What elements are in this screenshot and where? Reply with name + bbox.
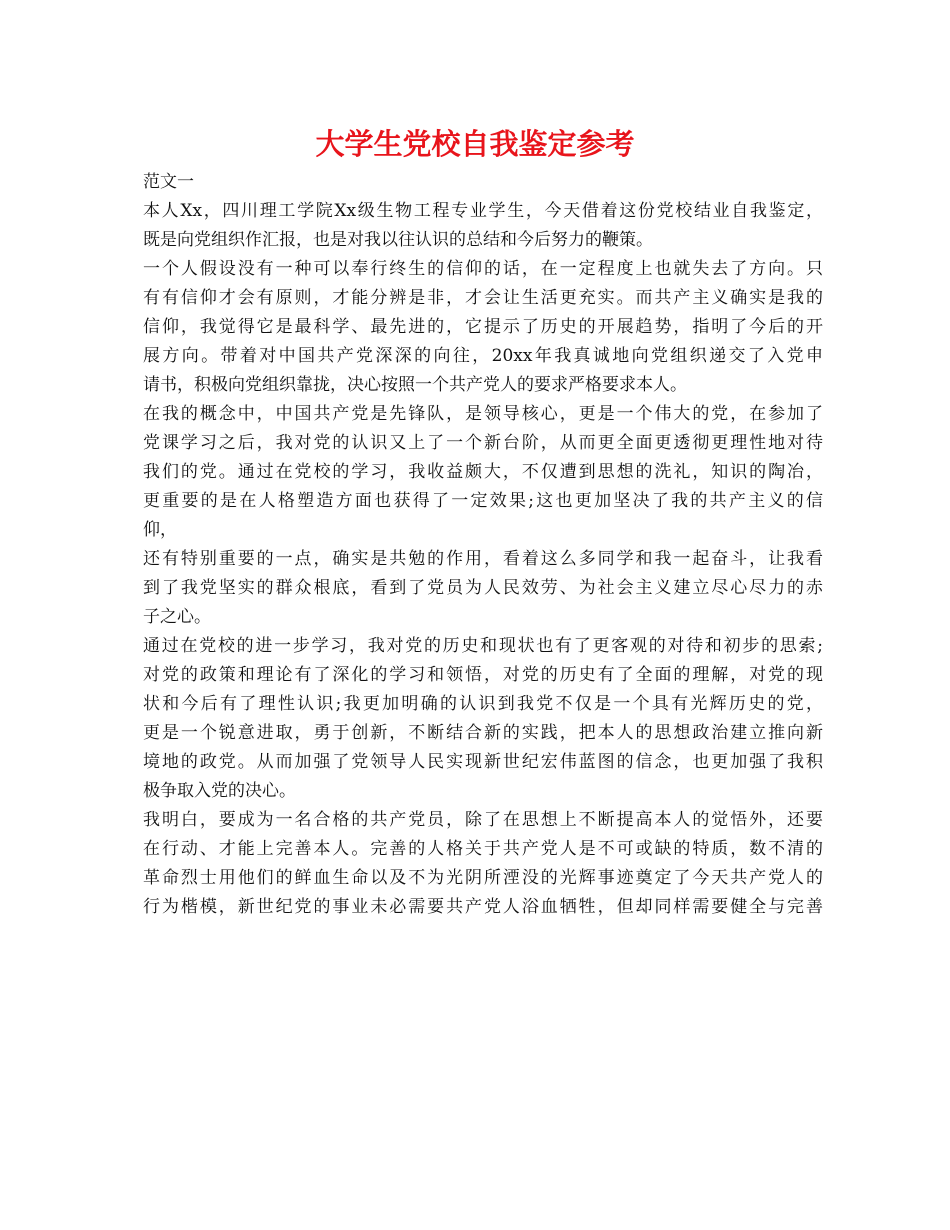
text-line: 我们的党。通过在党校的学习，我收益颇大，不仅遭到思想的洗礼，知识的陶冶，	[143, 462, 823, 482]
text-line: 我明白，要成为一名合格的共产党员，除了在思想上不断提高本人的觉悟外，还要	[143, 810, 823, 830]
text-line: 既是向党组织作汇报，也是对我以往认识的总结和今后努力的鞭策。	[143, 230, 653, 250]
text-line: 通过在党校的进一步学习，我对党的历史和现状也有了更客观的对待和初步的思索;	[143, 636, 823, 656]
text-line: 到了我党坚实的群众根底，看到了党员为人民效劳、为社会主义建立尽心尽力的赤	[143, 578, 823, 598]
text-line: 革命烈士用他们的鲜血生命以及不为光阴所湮没的光辉事迹奠定了今天共产党人的	[143, 868, 823, 888]
text-line: 对党的政策和理论有了深化的学习和领悟，对党的历史有了全面的理解，对党的现	[143, 665, 823, 685]
text-line: 行为楷模，新世纪党的事业未必需要共产党人浴血牺牲，但却同样需要健全与完善	[143, 897, 823, 917]
document-title: 大学生党校自我鉴定参考	[315, 127, 635, 161]
text-line: 极争取入党的决心。	[143, 781, 296, 801]
text-line: 更重要的是在人格塑造方面也获得了一定效果;这也更加坚决了我的共产主义的信	[143, 491, 823, 511]
text-line: 本人Xx，四川理工学院Xx级生物工程专业学生，今天借着这份党校结业自我鉴定，	[143, 201, 823, 221]
text-line: 子之心。	[143, 607, 211, 627]
text-line: 党课学习之后，我对党的认识又上了一个新台阶，从而更全面更透彻更理性地对待	[143, 433, 823, 453]
text-line: 有有信仰才会有原则，才能分辨是非，才会让生活更充实。而共产主义确实是我的	[143, 288, 823, 308]
text-line: 范文一	[143, 172, 194, 192]
text-line: 信仰，我觉得它是最科学、最先进的，它提示了历史的开展趋势，指明了今后的开	[143, 317, 823, 337]
text-line: 请书，积极向党组织靠拢，决心按照一个共产党人的要求严格要求本人。	[143, 375, 687, 395]
text-line: 还有特别重要的一点，确实是共勉的作用，看着这么多同学和我一起奋斗，让我看	[143, 549, 823, 569]
text-line: 展方向。带着对中国共产党深深的向往，20xx年我真诚地向党组织递交了入党申	[143, 346, 823, 366]
text-line: 更是一个锐意进取，勇于创新，不断结合新的实践，把本人的思想政治建立推向新	[143, 723, 823, 743]
text-line: 一个人假设没有一种可以奉行终生的信仰的话，在一定程度上也就失去了方向。只	[143, 259, 823, 279]
document-body	[143, 168, 823, 922]
text-line: 在行动、才能上完善本人。完善的人格关于共产党人是不可或缺的特质，数不清的	[143, 839, 823, 859]
text-line: 在我的概念中，中国共产党是先锋队，是领导核心，更是一个伟大的党，在参加了	[143, 404, 823, 424]
text-line: 仰，	[143, 520, 177, 540]
text-line: 境地的政党。从而加强了党领导人民实现新世纪宏伟蓝图的信念，也更加强了我积	[143, 752, 823, 772]
text-line: 状和今后有了理性认识;我更加明确的认识到我党不仅是一个具有光辉历史的党，	[143, 694, 823, 714]
